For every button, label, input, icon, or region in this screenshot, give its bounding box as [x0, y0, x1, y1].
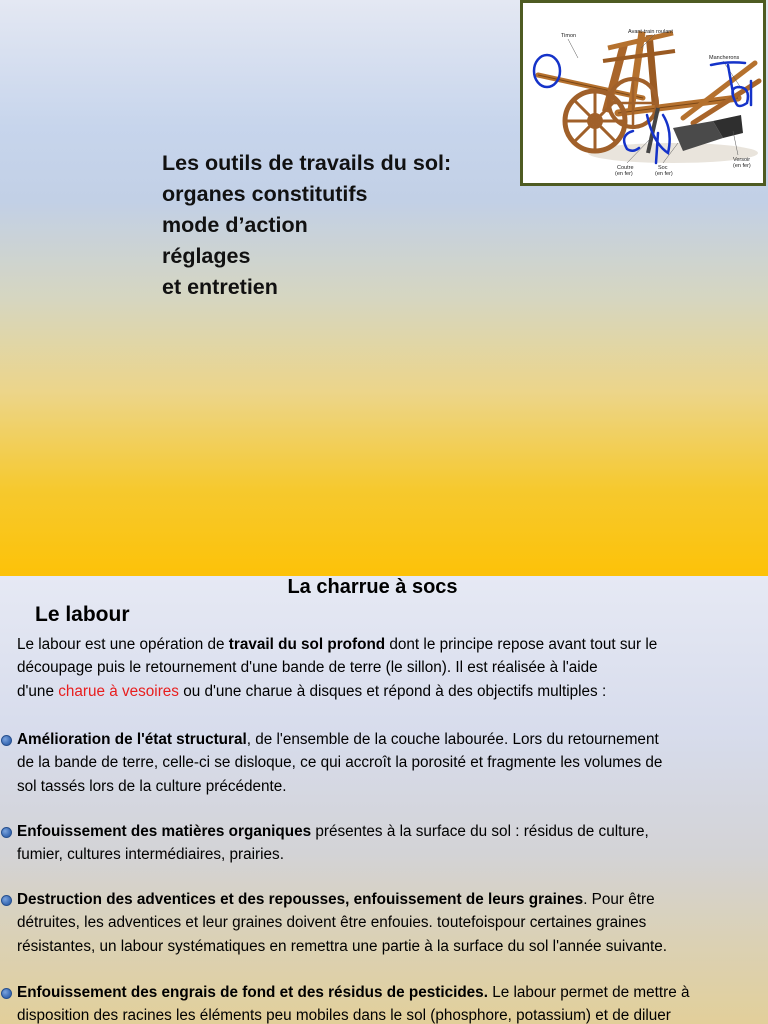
label-coutre-sub: (en fer) — [615, 171, 633, 177]
label-soc: Soc — [658, 165, 668, 171]
item-text: Le labour permet de mettre à — [487, 984, 690, 1001]
item-bold: Enfouissement des engrais de fond et des résidus de pesticides. — [17, 984, 488, 1001]
slide-title — [162, 148, 451, 303]
label-timon: Timon — [561, 33, 577, 39]
intro-line — [17, 680, 767, 703]
plow-illustration — [520, 0, 766, 186]
item-line: sol tassés lors de la culture précédente. — [17, 777, 287, 795]
label-mancherons: Mancherons — [709, 55, 740, 61]
intro-bold: travail du sol profond — [228, 636, 386, 653]
item-line: détruites, les adventices et leur graines doivent être enfouies. toutefoispour certaines graines — [17, 914, 647, 932]
label-coutre: Coutre — [617, 165, 634, 171]
label-avant-train: Avant-train roulant — [628, 29, 673, 35]
item-text: , de l'ensemble de la couche labourée. Lors du retournement — [246, 731, 659, 748]
item-line: de la bande de terre, celle-ci se disloque, ce qui accroît la porosité et fragmente les volumes de — [17, 754, 663, 772]
title-line: Les outils de travails du sol: — [162, 151, 452, 175]
section-title: Le labour — [35, 603, 130, 626]
title-line: organes constitutifs — [162, 182, 368, 206]
bullet-icon — [1, 895, 12, 906]
title-line: mode d’action — [162, 213, 308, 237]
item-text: . Pour être — [583, 891, 655, 908]
intro-line — [17, 633, 767, 656]
item-bold: Destruction des adventices et des repousses, enfouissement de leurs graines — [17, 891, 584, 908]
intro-text: dont le principe repose avant tout sur le — [385, 636, 658, 653]
item-line: fumier, cultures intermédiaires, prairies. — [17, 846, 284, 864]
intro-text: d'une — [17, 682, 59, 700]
intro-text: Le labour est une opération de — [17, 636, 229, 653]
title-line: et entretien — [162, 275, 278, 299]
label-versoir-sub: (en fer) — [733, 163, 751, 169]
list-item — [17, 888, 768, 958]
bullet-icon — [1, 735, 12, 746]
plow-drawing — [523, 3, 763, 183]
intro-line: découpage puis le retournement d'une bande de terre (le sillon). Il est réalisée à l'aide — [17, 659, 598, 677]
bullet-icon — [1, 988, 12, 999]
intro-highlight: charue à vesoires — [58, 682, 179, 700]
intro-text: ou d'une charue à disques et répond à des objectifs multiples : — [178, 682, 607, 700]
label-versoir: Versoir — [733, 157, 751, 163]
item-line: résistantes, un labour systématiques en remettra une partie à la surface du sol l'année suivante. — [17, 937, 668, 955]
item-bold: Amélioration de l'état structural — [17, 731, 247, 748]
item-text: présentes à la surface du sol : résidus de culture, — [311, 823, 649, 840]
item-line: disposition des racines les éléments peu mobiles dans le sol (phosphore, potassium) et de diluer — [17, 1007, 671, 1024]
title-line: réglages — [162, 244, 251, 268]
list-item — [17, 981, 768, 1024]
bullet-icon — [1, 827, 12, 838]
item-bold: Enfouissement des matières organiques — [17, 823, 312, 840]
list-item — [17, 820, 768, 867]
slide-heading: La charrue à socs — [287, 576, 458, 598]
list-item — [17, 728, 768, 798]
intro-paragraph — [17, 633, 767, 703]
label-soc-sub: (en fer) — [655, 171, 673, 177]
content-slide — [0, 576, 768, 1024]
